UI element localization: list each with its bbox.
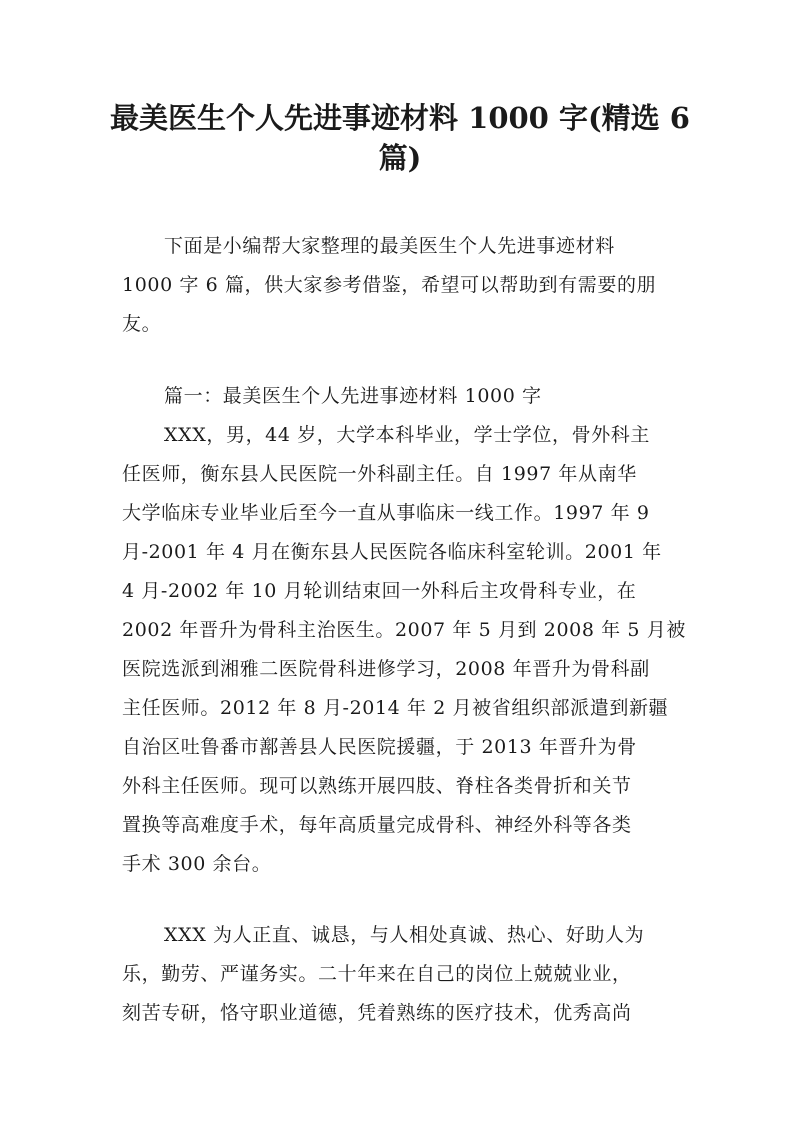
para1-line-6: 2002 年晋升为骨科主治医生。2007 年 5 月到 2008 年 5 月被 [122,619,686,641]
intro-line-1: 下面是小编帮大家整理的最美医生个人先进事迹材料 [164,235,615,257]
para1-line-10: 外科主任医师。现可以熟练开展四肢、脊柱各类骨折和关节 [122,775,632,797]
section-heading: 篇一：最美医生个人先进事迹材料 1000 字 [164,385,542,407]
para1-line-9: 自治区吐鲁番市鄯善县人民医院援疆，于 2013 年晋升为骨 [122,736,637,758]
intro-line-3: 友。 [122,313,162,335]
para1-line-12: 手术 300 余台。 [122,853,272,875]
para1-line-3: 大学临床专业毕业后至今一直从事临床一线工作。1997 年 9 [122,502,650,524]
document-title-line-1: 最美医生个人先进事迹材料 1000 字(精选 6 [110,101,690,135]
para1-line-8: 主任医师。2012 年 8 月-2014 年 2 月被省组织部派遣到新疆 [122,697,669,719]
para1-line-7: 医院选派到湘雅二医院骨科进修学习，2008 年晋升为骨科副 [122,658,650,680]
intro-line-2: 1000 字 6 篇，供大家参考借鉴，希望可以帮助到有需要的朋 [122,274,657,296]
para1-line-1: XXX，男，44 岁，大学本科毕业，学士学位，骨外科主 [164,424,650,446]
para2-line-3: 刻苦专研，恪守职业道德，凭着熟练的医疗技术，优秀高尚 [122,1002,632,1024]
document-title-line-2: 篇) [378,141,422,175]
para1-line-11: 置换等高难度手术，每年高质量完成骨科、神经外科等各类 [122,814,632,836]
para2-line-1: XXX 为人正直、诚恳，与人相处真诚、热心、好助人为 [164,924,645,946]
para1-line-2: 任医师，衡东县人民医院一外科副主任。自 1997 年从南华 [122,463,637,485]
para1-line-5: 4 月-2002 年 10 月轮训结束回一外科后主攻骨科专业，在 [122,580,637,602]
para2-line-2: 乐，勤劳、严谨务实。二十年来在自己的岗位上兢兢业业， [122,963,632,985]
para1-line-4: 月-2001 年 4 月在衡东县人民医院各临床科室轮训。2001 年 [122,541,662,563]
